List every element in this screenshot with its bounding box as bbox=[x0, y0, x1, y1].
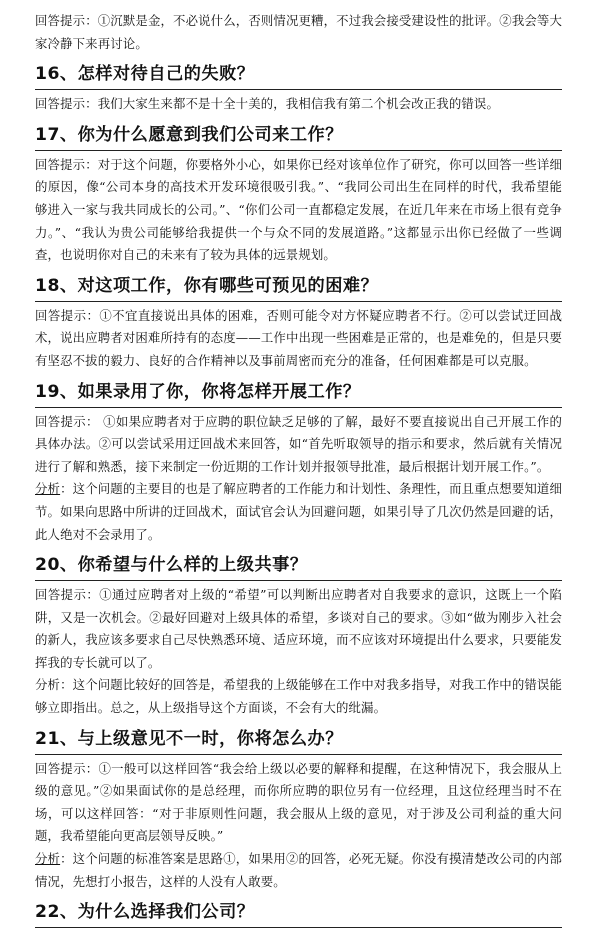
section-heading: 16、怎样对待自己的失败？ bbox=[35, 62, 562, 90]
paragraph-prefix: 回答提示： bbox=[35, 96, 98, 112]
paragraph-prefix: 回答提示： bbox=[35, 413, 99, 429]
paragraph-text: ①如果应聘者对于应聘的职位缺乏足够的了解，最好不要直接说出自己开展工作的具体办法。②可以尝试采用迂回战术来回答，如“首先听取领导的指示和要求，然后就有关情况进行了解和熟悉，接下来制定一份近期的工作计划并报领导批准，最后根据计划开展工作。”。 bbox=[35, 413, 563, 474]
section-heading: 20、你希望与什么样的上级共事？ bbox=[35, 553, 562, 581]
document-content bbox=[35, 10, 562, 928]
section-heading: 22、为什么选择我们公司？ bbox=[35, 900, 562, 928]
paragraph-text: ：这个问题比较好的回答是，希望我的上级能够在工作中对我多指导，对我工作中的错误能够立即指出。总之，从上级指导这个方面谈，不会有大的纰漏。 bbox=[35, 677, 563, 716]
paragraph-prefix: 回答提示： bbox=[35, 587, 100, 603]
paragraph-text: 我们大家生来都不是十全十美的，我相信我有第二个机会改正我的错误。 bbox=[97, 96, 500, 112]
paragraph-text: ①一般可以这样回答“我会给上级以必要的解释和提醒，在这种情况下，我会服从上级的意见。”②如果面试你的是总经理，而你所应聘的职位另有一位经理，且这位经理当时不在场，可以这样回答：“对于非原则性问题，我会服从上级的意见，对于涉及公司利益的重大问题，我希望能向更高层领导反映。” bbox=[35, 760, 563, 844]
answer-paragraph bbox=[35, 411, 562, 479]
qa-section bbox=[35, 900, 562, 928]
qa-section bbox=[35, 727, 562, 894]
answer-paragraph bbox=[35, 305, 562, 373]
paragraph-text: ：这个问题的标准答案是思路①，如果用②的回答，必死无疑。你没有摸清楚改公司的内部情况，先想打小报告，这样的人没有人敢要。 bbox=[35, 851, 563, 889]
answer-paragraph bbox=[35, 674, 562, 719]
paragraph-prefix: 回答提示： bbox=[35, 307, 100, 323]
qa-section bbox=[35, 553, 562, 720]
answer-paragraph bbox=[35, 584, 562, 674]
paragraph-text: ：这个问题的主要目的也是了解应聘者的工作能力和计划性、条理性，而且重点想要知道细节。如果向思路中所讲的迂回战术，面试官会认为回避问题，如果引导了几次仍然是回避的话，此人绝对不会录用了。 bbox=[35, 481, 563, 542]
section-heading: 21、与上级意见不一时，你将怎么办？ bbox=[35, 727, 562, 755]
section-heading: 18、对这项工作，你有哪些可预见的困难？ bbox=[35, 274, 562, 302]
answer-paragraph bbox=[35, 154, 562, 267]
qa-section bbox=[35, 123, 562, 267]
qa-section bbox=[35, 10, 562, 55]
section-heading: 17、你为什么愿意到我们公司来工作？ bbox=[35, 123, 562, 151]
paragraph-text: ①沉默是金，不必说什么，否则情况更糟，不过我会接受建设性的批评。②我会等大家冷静下来再讨论。 bbox=[35, 13, 562, 51]
qa-section bbox=[35, 274, 562, 373]
paragraph-prefix: 回答提示： bbox=[35, 13, 98, 28]
paragraph-text: ①通过应聘者对上级的“希望”可以判断出应聘者对自我要求的意识，这既上一个陷阱，又是一次机会。②最好回避对上级具体的希望，多谈对自己的要求。③如“做为刚步入社会的新人，我应该多要求自己尽快熟悉环境、适应环境，而不应该对环境提出什么要求，只要能发挥我的专长就可以了。 bbox=[35, 587, 563, 670]
answer-paragraph bbox=[35, 93, 562, 116]
paragraph-text: ①不宜直接说出具体的困难，否则可能令对方怀疑应聘者不行。②可以尝试迂回战术，说出应聘者对困难所持有的态度——工作中出现一些困难是正常的，也是难免的，但是只要有坚忍不拔的毅力、良好的合作精神以及事前周密而充分的准备，任何困难都是可以克服。 bbox=[35, 307, 562, 368]
answer-paragraph bbox=[35, 478, 562, 546]
qa-section bbox=[35, 62, 562, 116]
paragraph-prefix: 回答提示： bbox=[35, 156, 98, 172]
answer-paragraph bbox=[35, 848, 562, 893]
answer-paragraph bbox=[35, 758, 562, 848]
answer-paragraph bbox=[35, 10, 562, 55]
paragraph-text: 对于这个问题，你要格外小心，如果你已经对该单位作了研究，你可以回答一些详细的原因，像“公司本身的高技术开发环境很吸引我。”、“我同公司出生在同样的时代，我希望能够进入一家与我共同成长的公司。”、“你们公司一直都稳定发展，在近几年来在市场上很有竞争力。”、“我认为贵公司能够给我提供一个与众不同的发展道路。”这都显示出你已经做了一些调查，也说明你对自己的未来有了较为具体的远景规划。 bbox=[35, 156, 562, 263]
paragraph-prefix: 分析 bbox=[35, 677, 61, 693]
qa-section bbox=[35, 380, 562, 547]
paragraph-prefix: 分析 bbox=[35, 851, 61, 867]
paragraph-prefix: 分析 bbox=[35, 481, 61, 497]
paragraph-prefix: 回答提示： bbox=[35, 760, 99, 776]
section-heading: 19、如果录用了你，你将怎样开展工作？ bbox=[35, 380, 562, 408]
